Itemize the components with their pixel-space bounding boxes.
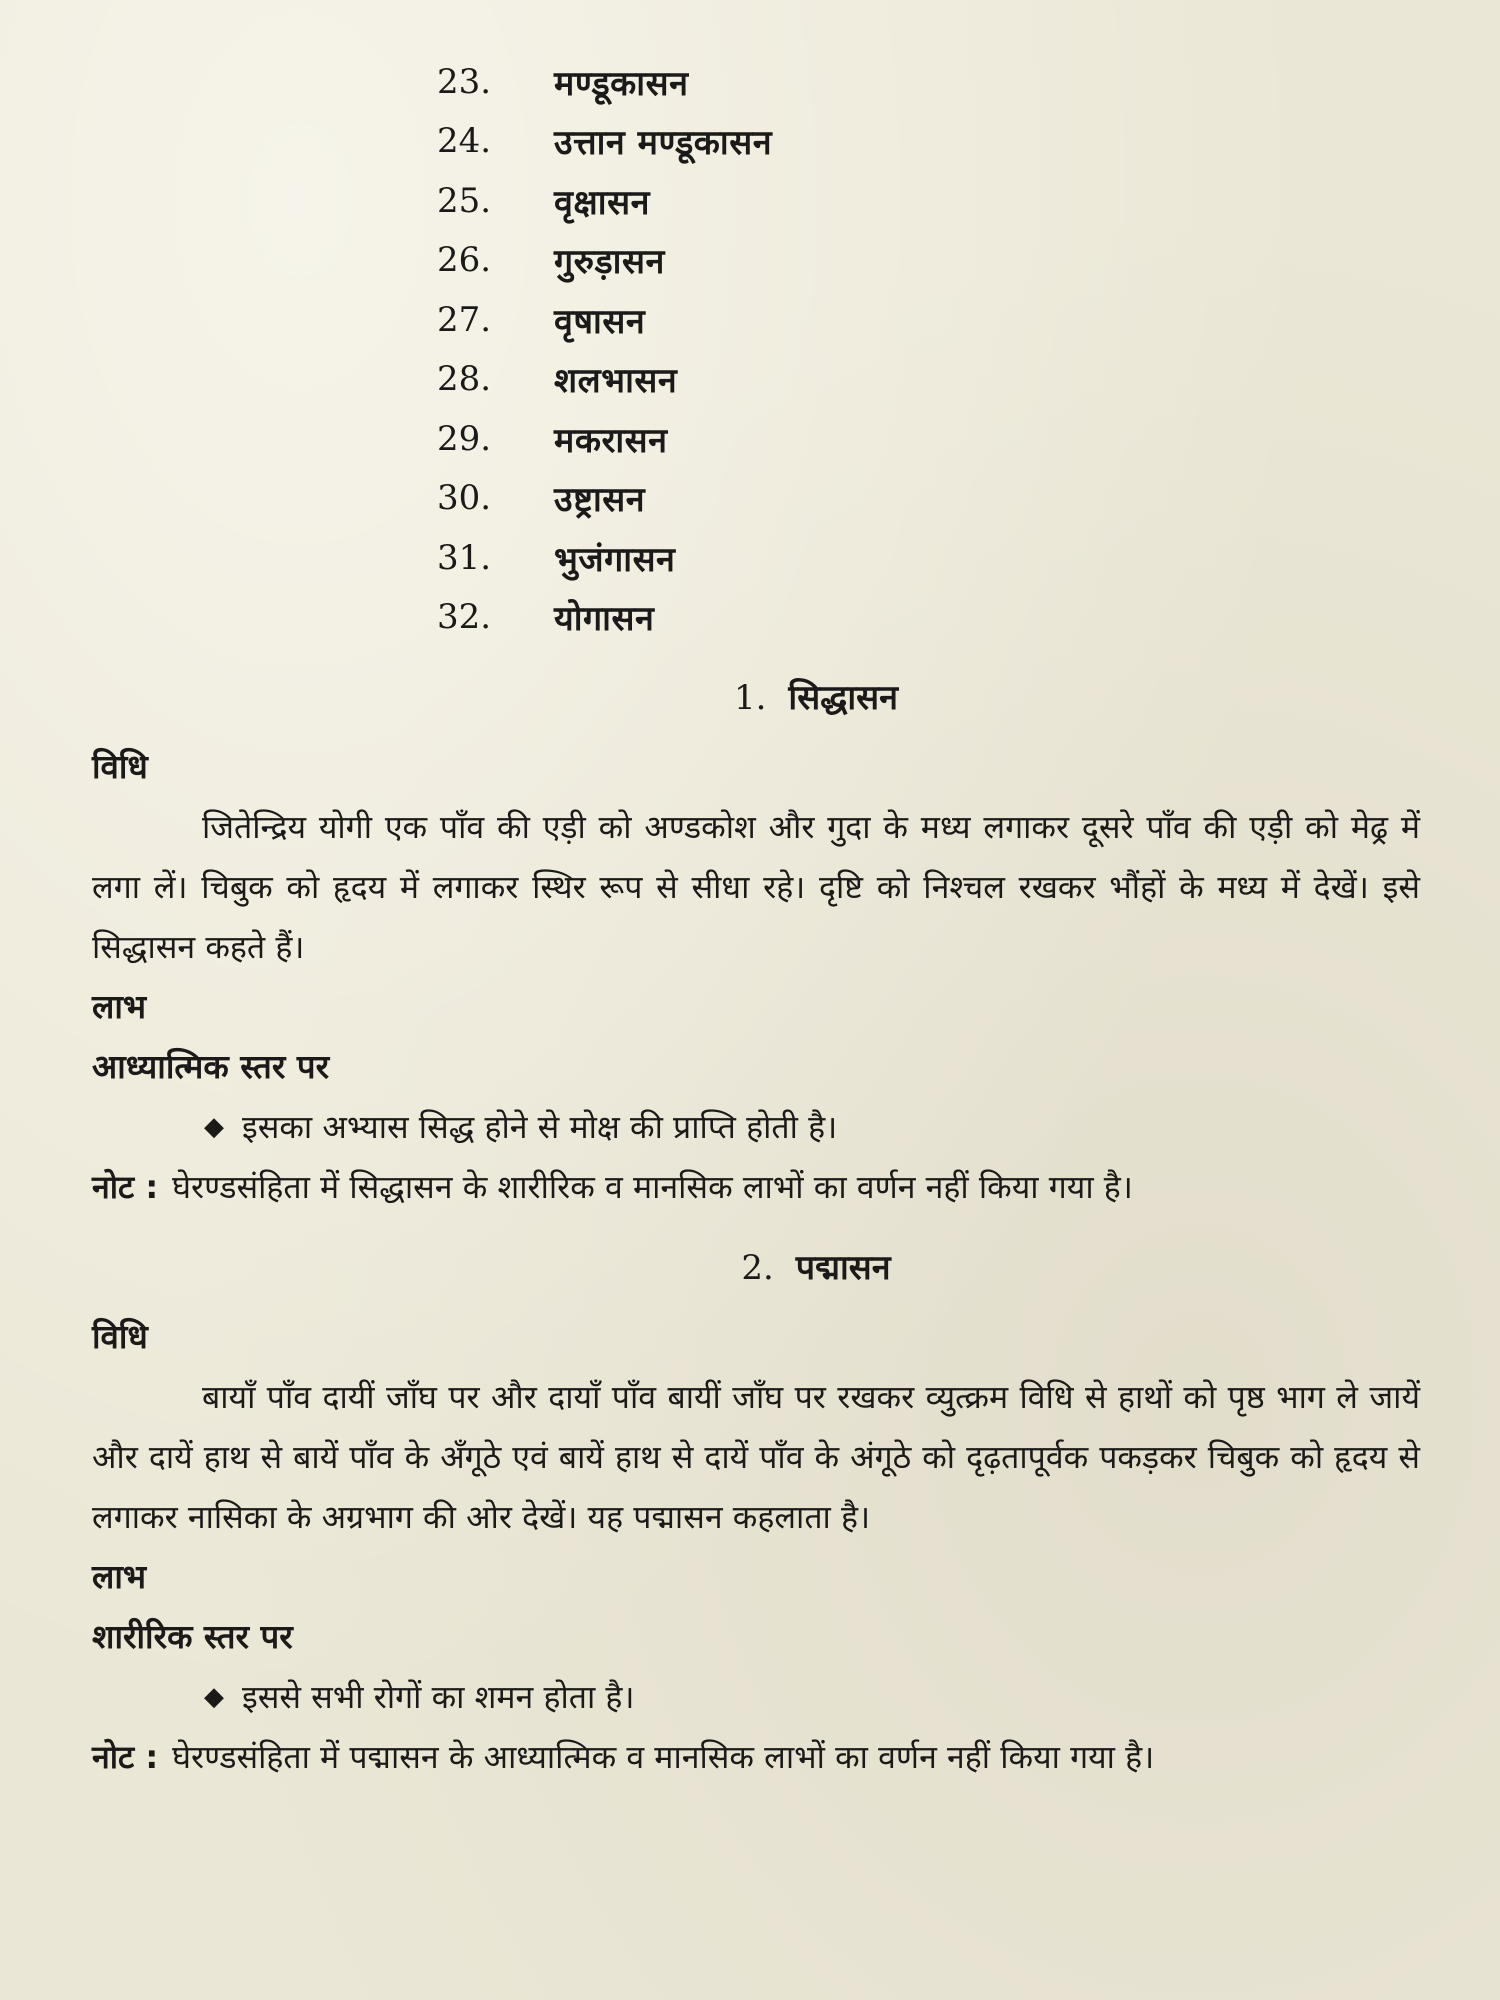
method-label: विधि xyxy=(92,747,148,786)
list-item-name: वृक्षासन xyxy=(554,182,650,223)
list-item xyxy=(437,112,1420,172)
note-text: घेरण्डसंहिता में पद्मासन के आध्यात्मिक व मानसिक लाभों का वर्णन नहीं किया गया है। xyxy=(172,1738,1155,1776)
list-item xyxy=(437,231,1420,291)
benefit-bullet xyxy=(92,1667,1420,1727)
note-label: नोट : xyxy=(92,1738,159,1776)
note-text: घेरण्डसंहिता में सिद्धासन के शारीरिक व मानसिक लाभों का वर्णन नहीं किया गया है। xyxy=(172,1168,1133,1206)
list-item-name: योगासन xyxy=(554,599,655,640)
diamond-bullet-icon: ◆ xyxy=(204,1112,224,1142)
section-heading xyxy=(92,673,1420,719)
note xyxy=(92,1727,1420,1787)
list-item xyxy=(437,350,1420,410)
section-number: 1. xyxy=(733,678,767,718)
list-item-number: 31. xyxy=(437,537,492,578)
level-label: शारीरिक स्तर पर xyxy=(92,1617,293,1656)
list-item-name: भुजंगासन xyxy=(554,539,676,580)
list-item-number: 29. xyxy=(437,418,492,459)
list-item xyxy=(437,409,1420,469)
method-label: विधि xyxy=(92,1317,148,1356)
list-item-number: 28. xyxy=(437,359,492,400)
list-item xyxy=(437,528,1420,588)
diamond-bullet-icon: ◆ xyxy=(204,1682,224,1712)
list-item xyxy=(437,588,1420,648)
note xyxy=(92,1157,1420,1217)
list-item-name: शलभासन xyxy=(554,361,678,402)
list-item-name: गुरुड़ासन xyxy=(554,242,665,283)
section-title: पद्मासन xyxy=(795,1248,891,1288)
section-padmasana xyxy=(92,1243,1420,1787)
list-item-number: 24. xyxy=(437,121,492,162)
bullet-text: इसका अभ्यास सिद्ध होने से मोक्ष की प्राप्ति होती है। xyxy=(242,1108,838,1146)
list-item-number: 25. xyxy=(437,180,492,221)
method-text: बायाँ पाँव दायीं जाँघ पर और दायाँ पाँव बायीं जाँघ पर रखकर व्युत्क्रम विधि से हाथों को पृष्ठ भाग ले जायें और दायें हाथ से बायें पाँव के अँगूठे एवं बायें हाथ से दायें पाँव के अंगूठे को दृढ़तापूर्वक पकड़कर चिबुक को हृदय से लगाकर नासिका के अग्रभाग की ओर देखें। यह पद्मासन कहलाता है। xyxy=(92,1378,1421,1536)
list-item-number: 32. xyxy=(437,597,492,638)
list-item xyxy=(437,290,1420,350)
list-item-number: 26. xyxy=(437,240,492,281)
benefit-bullet xyxy=(92,1097,1420,1157)
method-text: जितेन्द्रिय योगी एक पाँव की एड़ी को अण्डकोश और गुदा के मध्य लगाकर दूसरे पाँव की एड़ी को मेढ्र में लगा लें। चिबुक को हृदय में लगाकर स्थिर रूप से सीधा रहे। दृष्टि को निश्चल रखकर भौंहों के मध्य में देखें। इसे सिद्धासन कहते हैं। xyxy=(92,808,1420,966)
benefit-label: लाभ xyxy=(92,1557,147,1596)
benefit-label: लाभ xyxy=(92,987,147,1026)
list-item xyxy=(437,469,1420,529)
list-item-name: वृषासन xyxy=(554,301,646,342)
section-heading xyxy=(92,1243,1420,1289)
asana-list xyxy=(437,52,1420,647)
list-item xyxy=(437,52,1420,112)
list-item-name: मण्डूकासन xyxy=(554,63,689,104)
bullet-text: इससे सभी रोगों का शमन होता है। xyxy=(242,1678,635,1716)
list-item-name: उष्ट्रासन xyxy=(554,480,646,521)
section-siddhasana xyxy=(92,673,1420,1217)
level-label: आध्यात्मिक स्तर पर xyxy=(92,1047,330,1086)
section-title: सिद्धासन xyxy=(788,678,899,718)
list-item-number: 27. xyxy=(437,299,492,340)
note-label: नोट : xyxy=(92,1168,159,1206)
list-item-number: 30. xyxy=(437,478,492,519)
section-number: 2. xyxy=(741,1248,774,1288)
list-item-name: उत्तान मण्डूकासन xyxy=(554,123,773,164)
list-item-name: मकरासन xyxy=(554,420,668,461)
list-item-number: 23. xyxy=(437,61,492,102)
list-item xyxy=(437,171,1420,231)
